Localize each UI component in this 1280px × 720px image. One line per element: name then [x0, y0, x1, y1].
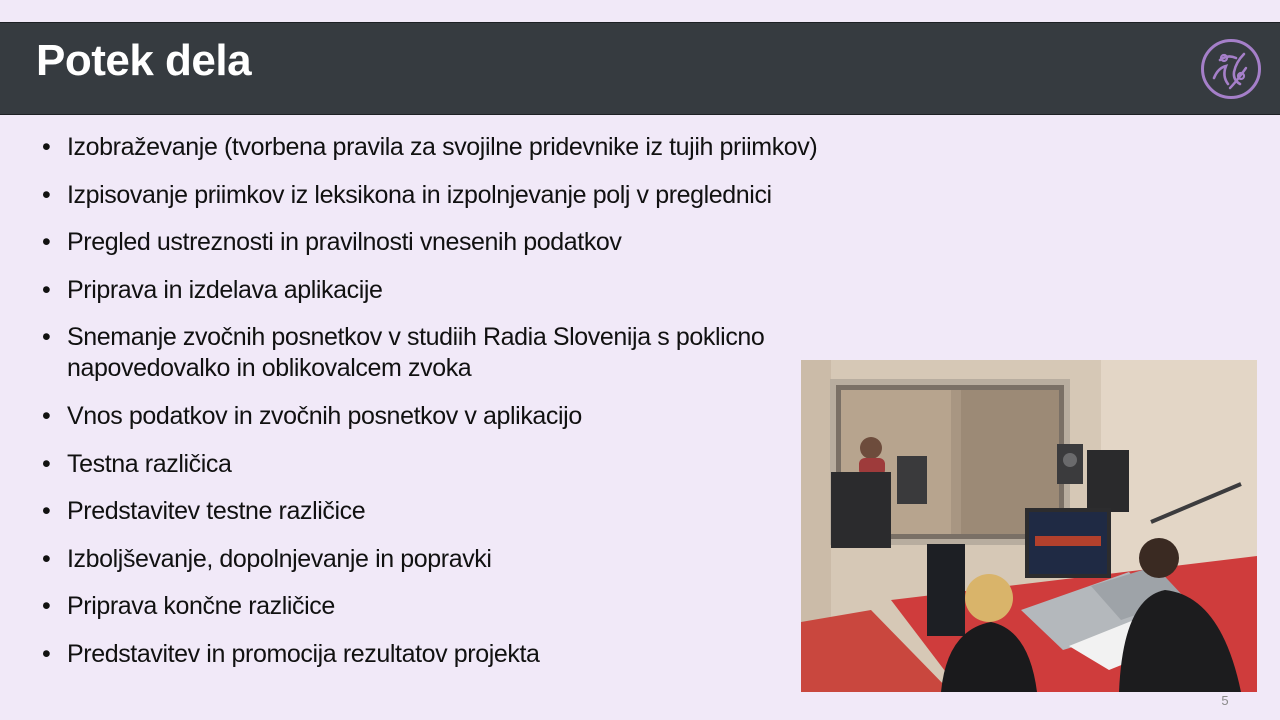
- slide-title: Potek dela: [36, 36, 252, 85]
- list-item: • Vnos podatkov in zvočnih posnetkov v aplikacijo: [42, 401, 582, 430]
- list-item: • Izpisovanje priimkov iz leksikona in izpolnjevanje polj v preglednici: [42, 180, 772, 209]
- list-item: • Predstavitev testne različice: [42, 497, 366, 526]
- list-item: • Pregled ustreznosti in pravilnosti vnesenih podatkov: [42, 228, 622, 257]
- circle-figures-logo-icon: [1200, 38, 1262, 100]
- list-item: • Snemanje zvočnih posnetkov v studiih Radia Slovenija s poklicno napovedovalko in oblikovalcem zvoka: [42, 323, 765, 383]
- studio-photo: [801, 360, 1257, 692]
- list-item: • Priprava končne različice: [42, 592, 335, 621]
- list-item: • Testna različica: [42, 449, 232, 478]
- list-item: • Izobraževanje (tvorbena pravila za svojilne pridevnike iz tujih priimkov): [42, 133, 818, 161]
- list-item: • Priprava in izdelava aplikacije: [42, 275, 383, 304]
- list-item: • Izboljševanje, dopolnjevanje in popravki: [42, 544, 492, 573]
- page-number: 5: [1221, 693, 1229, 708]
- bullet-list: [42, 132, 862, 687]
- list-item: • Predstavitev in promocija rezultatov projekta: [42, 639, 540, 668]
